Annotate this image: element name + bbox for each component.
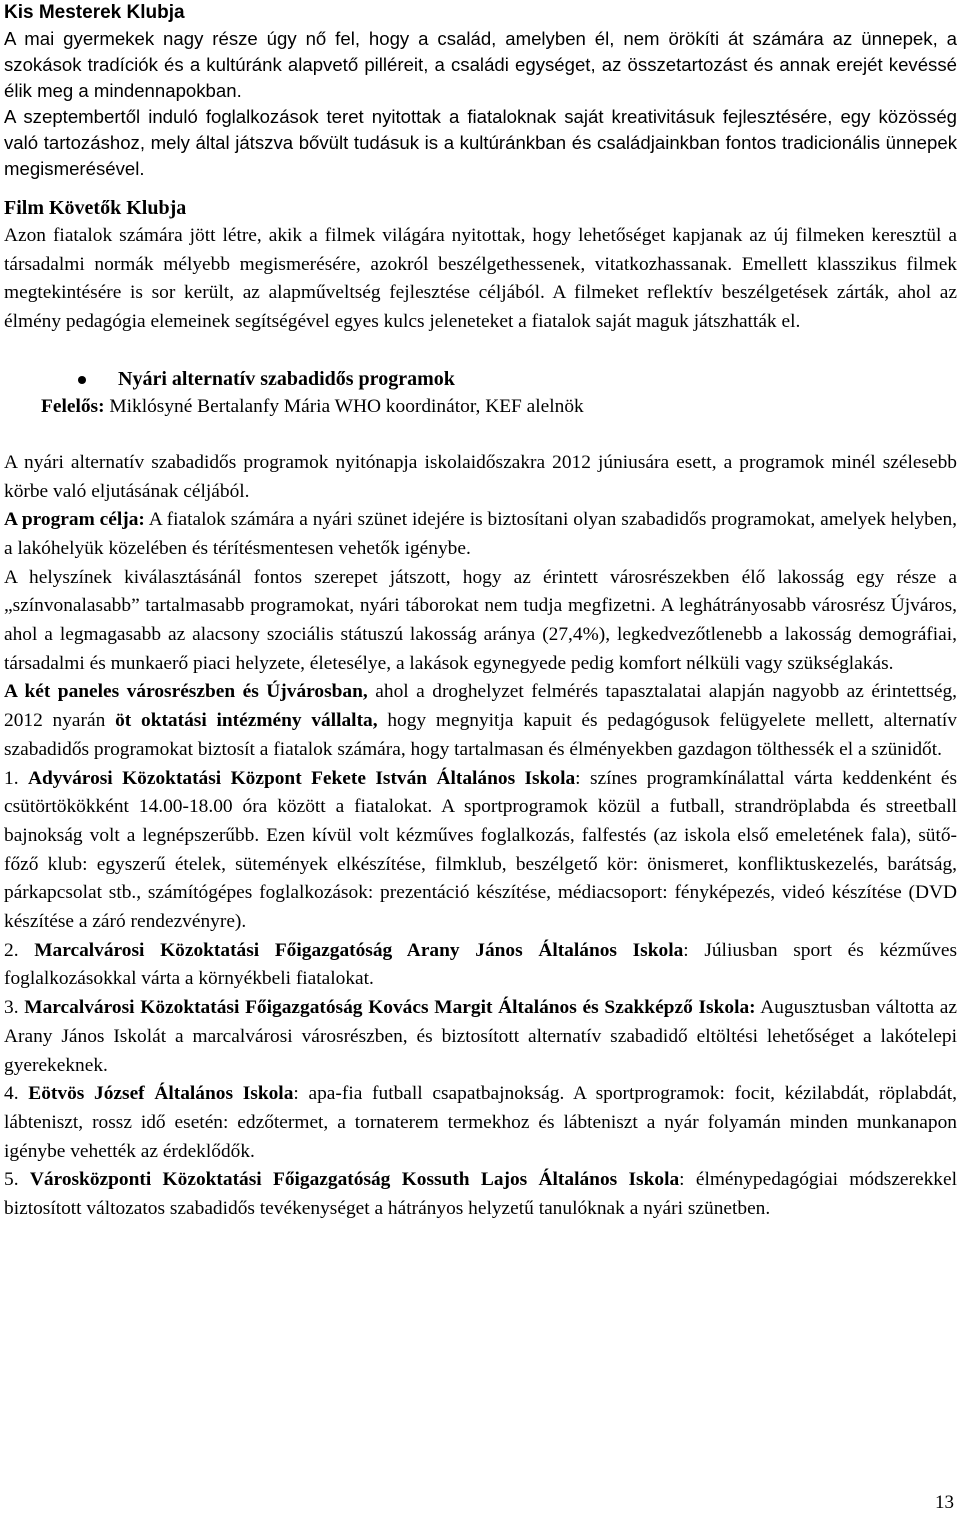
- school-text-1: : színes programkínálattal várta keddenként és csütörtökökként 14.00-18.00 óra között a fiatalokat. A sportprogramok közül a futball, strandröplabda és streetball bajnokság volt a legnépszerűbb. Ezen kívül volt kézműves foglalkozás, falfestés (az iskola első emeletének fala), sütő-főző klub: egyszerű ételek, sütemények elkészítése, filmklub, beszélgető kör: önismeret, konfliktuskezelés, barátság, párkapcsolat stb., számítógépes foglalkozások: prezentáció készítése, médiacsoport: fényképezés, videó készítése (DVD készítése a záró rendezvényre).: [4, 767, 958, 933]
- panel-paragraph: [4, 678, 957, 764]
- program-goal-label: A program célja:: [4, 509, 145, 531]
- panel-text-1: ahol a droghelyzet felmérés tapasztalatai alapján nagyobb az érintettség, 2012 nyarán: [4, 681, 957, 732]
- responsible-line: [4, 393, 957, 421]
- school-text-2: : Júliusban sport és kézműves foglalkozásokkal várta a környékbeli fiatalokat.: [4, 939, 957, 990]
- school-name-5: Városközponti Közoktatási Főigazgatóság Kossuth Lajos Általános Iskola: [29, 1169, 680, 1191]
- school-item-4: 4. Eötvös József Általános Iskola: apa-fia futball csapatbajnokság. A sportprogramok: focit, kézilabdát, röplabdát, lábteniszt, rossz idő esetén: edzőtermet, a tornaterem termekhoz és lábteniszt a nyár folyamán minden munkanapon igénybe vehették az érdeklődők.: [4, 1083, 958, 1162]
- school-item-1: 1. Adyvárosi Közoktatási Központ Fekete István Általános Iskola: színes programkínálattal várta keddenként és csütörtökökként 14.00-18.00 óra között a fiatalokat. A sportprogramok közül a futball, strandröplabda és streetball bajnokság volt a legnépszerűbb. Ezen kívül volt kézműves foglalkozás, falfestés (az iskola első emeletének fala), sütő-főző klub: egyszerű ételek, sütemények elkészítése, filmklub, beszélgető kör: önismeret, konfliktuskezelés, barátság, párkapcsolat stb., számítógépes foglalkozások: prezentáció készítése, médiacsoport: fényképezés, videó készítése (DVD készítése a záró rendezvényre).: [4, 767, 958, 933]
- school-name-1: Adyvárosi Közoktatási Központ Fekete István Általános Iskola: [27, 767, 576, 789]
- school-text-5: : élménypedagógiai módszerekkel biztosított változatos szabadidős tevékenységet a hátrányos helyzetű tanulóknak a nyári szünetben.: [4, 1169, 957, 1220]
- responsible-label: Felelős:: [41, 395, 105, 417]
- school-text-3: Augusztusban váltotta az Arany János Iskolát a marcalvárosi városrészben, és biztosított alternatív szabadidő eltöltési lehetőséget a lakótelepi gyerekeknek.: [4, 997, 957, 1076]
- nyari-heading-text: Nyári alternatív szabadidős programok: [118, 367, 455, 390]
- bullet-icon: [78, 376, 86, 384]
- school-name-2: Marcalvárosi Közoktatási Főigazgatóság Arany János Általános Iskola: [34, 939, 684, 961]
- school-text-4: : apa-fia futball csapatbajnokság. A sportprogramok: focit, kézilabdát, röplabdát, lábteniszt, rossz idő esetén: edzőtermet, a tornaterem termekhoz és lábteniszt a nyár folyamán minden munkanapon igénybe vehették az érdeklődők.: [4, 1083, 958, 1162]
- school-name-4: Eötvös József Általános Iskola: [28, 1083, 294, 1105]
- kis-mesterek-paragraph-1: A mai gyermekek nagy része úgy nő fel, hogy a család, amelyben él, nem örökíti át számára az ünnepek, a szokások tradíciók és a kultúránk alapvető pilléreit, a családi egységet, az összetartozást és annak erejét kevéssé élik meg a mindennapokban.: [4, 28, 957, 101]
- venues-paragraph: A helyszínek kiválasztásánál fontos szerepet játszott, hogy az érintett városrészekben élő lakosság egy része a „színvonalasabb” tartalmasabb programokat, nyári táborokat nem tudja megfizetni. A leghátrányosabb városrész Újváros, ahol a legmagasabb az alacsony szociális státuszú lakosság aránya (27,4%), legkedvezőtlenebb a lakosság demográfiai, társadalmi és munkaerő piaci helyzete, életesélye, a lakások egynegyede pedig komfort nélküli vagy szükséglakás.: [4, 566, 957, 674]
- school-item-3: 3. Marcalvárosi Közoktatási Főigazgatóság Kovács Margit Általános és Szakképző Iskola: Augusztusban váltotta az Arany János Iskolát a marcalvárosi városrészben, és biztosított alternatív szabadidő eltöltési lehetőséget a lakótelepi gyerekeknek.: [4, 997, 957, 1076]
- film-paragraph: Azon fiatalok számára jött létre, akik a filmek világára nyitottak, hogy lehetőséget kapjanak az új filmeken keresztül a társadalmi normák mélyebb megismerésére, azokról beszélgethessenek, vitatkozhassanak. Emellett klasszikus filmek megtekintésére is sor került, az alapműveltség fejlesztése céljából. A filmeket reflektív beszélgetések zárták, ahol az élmény pedagógia elemeinek segítségével egyes kulcs jeleneteket a fiatalok saját maguk játszhatták el.: [4, 225, 957, 333]
- program-goal: [4, 506, 957, 563]
- school-item-5: 5. Városközponti Közoktatási Főigazgatóság Kossuth Lajos Általános Iskola: élménypedagógiai módszerekkel biztosított változatos szabadidős tevékenységet a hátrányos helyzetű tanulóknak a nyári szünetben.: [4, 1169, 957, 1220]
- nyari-heading: [4, 365, 957, 393]
- panel-text-2: hogy megnyitja kapuit és pedagógusok felügyelete mellett, alternatív szabadidős programokat biztosít a fiatalok számára, hogy tartalmasan és élményekben gazdagon tölthessék el a szünidőt.: [4, 710, 958, 760]
- responsible-text: Miklósyné Bertalanfy Mária WHO koordinátor, KEF alelnök: [104, 395, 584, 417]
- program-goal-text: A fiatalok számára a nyári szünet idejére is biztosítani olyan szabadidős programokat, amelyek helyben, a lakóhelyük közelében és térítésmentesen vehetők igénybe.: [4, 509, 957, 559]
- section-title-film: Film Követők Klubja: [4, 197, 187, 219]
- nyari-intro: A nyári alternatív szabadidős programok nyitónapja iskolaidőszakra 2012 júniusára esett, a programok minél szélesebb körbe való eljutásának céljából.: [4, 451, 957, 502]
- kis-mesterek-paragraph-2: A szeptembertől induló foglalkozások teret nyitottak a fiataloknak saját kreativitásuk fejlesztésére, egy közösség való tartozáshoz, mely által játszva bővült tudásuk is a kultúránkban és családjainkban fontos tradicionális ünnepek megismerésével.: [4, 106, 957, 179]
- panel-bold-2: öt oktatási intézmény vállalta,: [115, 710, 378, 732]
- panel-bold-1: A két paneles városrészben és Újvárosban,: [4, 681, 368, 703]
- page-number: 13: [935, 1492, 954, 1513]
- school-item-2: 2. Marcalvárosi Közoktatási Főigazgatóság Arany János Általános Iskola: Júliusban sport és kézműves foglalkozásokkal várta a környékbeli fiatalokat.: [4, 939, 957, 990]
- school-name-3: Marcalvárosi Közoktatási Főigazgatóság Kovács Margit Általános és Szakképző Iskola:: [24, 997, 756, 1019]
- section-title-kis-mesterek: Kis Mesterek Klubja: [4, 2, 185, 23]
